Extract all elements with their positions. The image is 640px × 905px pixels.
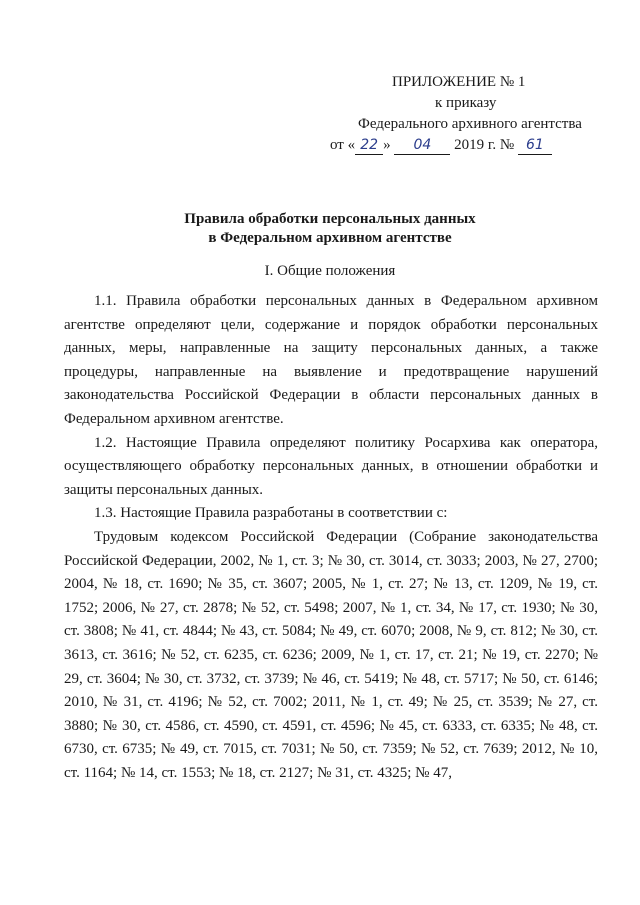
date-day-handwritten: 22 [355, 137, 383, 155]
paragraph-1-2: 1.2. Настоящие Правила определяют политику Росархива как оператора, осуществляющего обработку персональных данных, в отношении обработки и защиты персональных данных. [64, 434, 598, 498]
date-year-text: 2019 г. № [454, 137, 515, 153]
date-prefix: от « [330, 137, 356, 153]
document-title-line1: Правила обработки персональных данных [184, 211, 476, 227]
appendix-title: ПРИЛОЖЕНИЕ № 1 [392, 74, 526, 90]
document-body [64, 290, 598, 785]
appendix-date-line [330, 135, 590, 156]
appendix-agency-line: Федерального архивного агентства [358, 116, 582, 132]
order-number-handwritten: 61 [518, 137, 552, 155]
date-mid: » [383, 137, 391, 153]
document-title-line2: в Федеральном архивном агентстве [208, 230, 452, 246]
paragraph-labor-code: Трудовым кодексом Российской Федерации (Собрание законодательства Российской Федерации, 2002, № 1, ст. 3; № 30, ст. 3014, ст. 3033; 2003, № 27, 2700; 2004, № 18, ст. 1690; № 35, ст. 3607; 2005, № 1, ст. 27; № 13, ст. 1209, № 19, ст. 1752; 2006, № 27, ст. 2878; № 52, ст. 5498; 2007, № 1, ст. 34, № 17, ст. 1930; № 30, ст. 3808; № 41, ст. 4844; № 43, ст. 5084; № 49, ст. 6070; 2008, № 9, ст. 812; № 30, ст. 3613, ст. 3616; № 52, ст. 6235, ст. 6236; 2009, № 1, ст. 17, ст. 21; № 19, ст. 2270; № 29, ст. 3604; № 30, ст. 3732, ст. 3739; № 46, ст. 5419; № 48, ст. 5717; № 50, ст. 6146; 2010, № 31, ст. 4196; № 52, ст. 7002; 2011, № 1, ст. 49; № 25, ст. 3539; № 27, ст. 3880; № 30, ст. 4586, ст. 4590, ст. 4591, ст. 4596; № 45, ст. 6333, ст. 6335; № 48, ст. 6730, ст. 6735; № 49, ст. 7015, ст. 7031; № 50, ст. 7359; № 52, ст. 7639; 2012, № 10, ст. 1164; № 14, ст. 1553; № 18, ст. 2127; № 31, ст. 4325; № 47, [64, 528, 598, 781]
appendix-block [330, 72, 590, 156]
paragraph-1-3: 1.3. Настоящие Правила разработаны в соответствии с: [94, 505, 448, 522]
document-title [60, 210, 600, 248]
appendix-order-line: к приказу [435, 95, 497, 111]
date-month-handwritten: 04 [394, 137, 450, 155]
section-title: I. Общие положения [264, 263, 396, 279]
paragraph-1-1: 1.1. Правила обработки персональных данных в Федеральном архивном агентстве определяют цели, содержание и порядок обработки персональных данных, меры, направленные на защиту персональных данных, а также процедуры, направленные на выявление и предотвращение нарушений законодательства Российской Федерации в области персональных данных в Федеральном архивном агентстве. [64, 293, 598, 427]
